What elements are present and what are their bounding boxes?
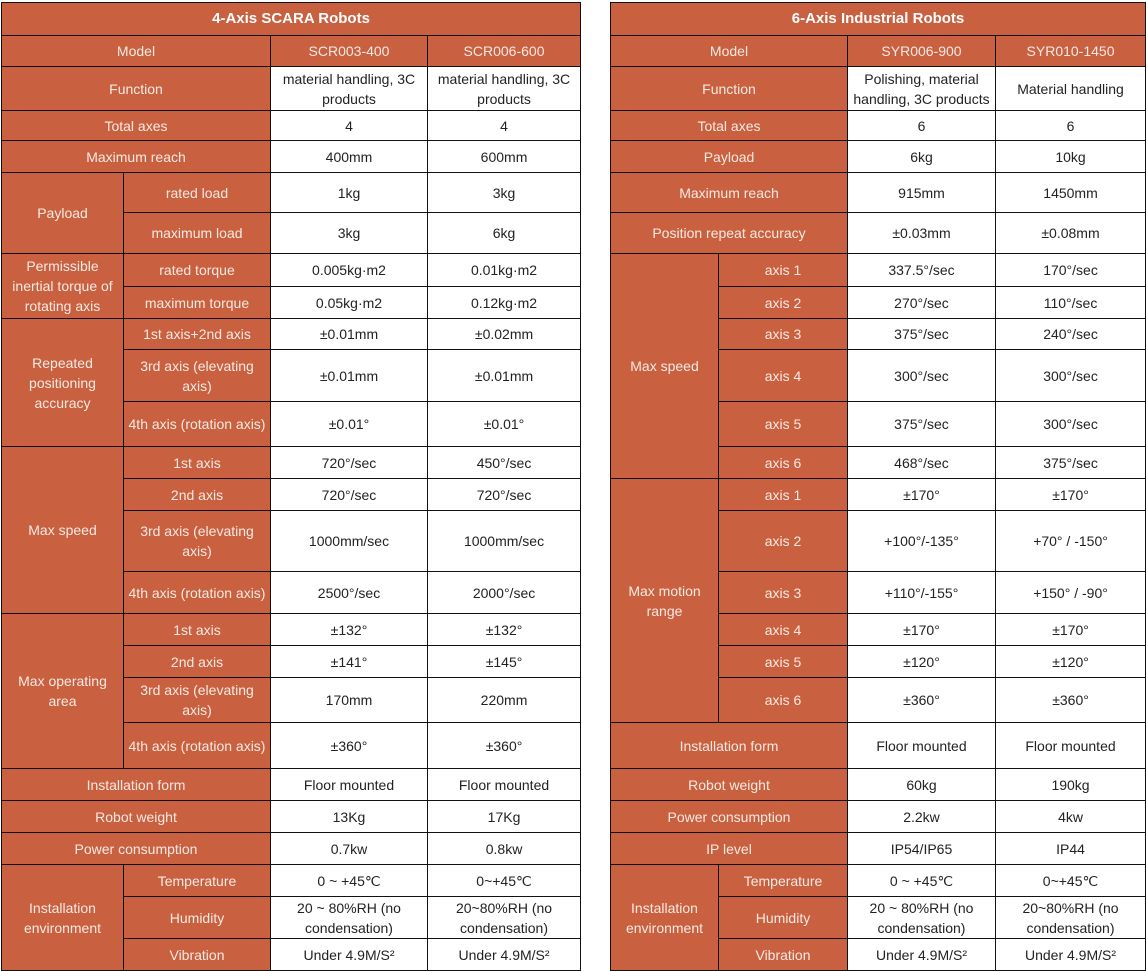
spec-value: 0.7kw	[271, 833, 428, 865]
row-sublabel: axis 5	[719, 402, 848, 447]
table-row	[611, 213, 1146, 254]
spec-value: 4kw	[996, 801, 1146, 833]
row-sublabel: maximum torque	[124, 287, 271, 319]
spec-value: 170mm	[271, 678, 428, 723]
table-row	[611, 173, 1146, 213]
industrial-robots-spec-table	[610, 2, 1146, 971]
row-sublabel: Humidity	[124, 897, 271, 939]
model-name: SCR006-600	[428, 36, 581, 67]
spec-value: ±120°	[996, 646, 1146, 678]
row-sublabel: axis 1	[719, 254, 848, 287]
row-group-label: Permissible inertial torque of rotating axis	[2, 254, 124, 319]
table-row	[2, 173, 581, 213]
row-sublabel: 3rd axis (elevating axis)	[124, 350, 271, 402]
spec-value: 468°/sec	[848, 447, 996, 479]
spec-value: 1450mm	[996, 173, 1146, 213]
table-title: 4-Axis SCARA Robots	[2, 3, 581, 36]
table-title: 6-Axis Industrial Robots	[611, 3, 1146, 36]
spec-value: Under 4.9M/S²	[428, 939, 581, 971]
row-sublabel: axis 2	[719, 511, 848, 572]
scara-robots-spec-table	[1, 2, 581, 971]
table-row	[2, 67, 581, 111]
spec-value: ±170°	[848, 479, 996, 511]
spec-value: 1kg	[271, 173, 428, 213]
spec-value: ±145°	[428, 646, 581, 678]
spec-value: ±141°	[271, 646, 428, 678]
row-sublabel: Humidity	[719, 897, 848, 939]
row-sublabel: axis 4	[719, 350, 848, 402]
row-sublabel: rated torque	[124, 254, 271, 287]
spec-value: +100°/-135°	[848, 511, 996, 572]
spec-value: 1000mm/sec	[271, 511, 428, 572]
spec-value: 0~+45℃	[428, 865, 581, 897]
spec-value: 375°/sec	[848, 402, 996, 447]
row-sublabel: 1st axis	[124, 447, 271, 479]
table-row	[611, 769, 1146, 801]
spec-value: 300°/sec	[848, 350, 996, 402]
table-row	[611, 479, 1146, 511]
spec-value: 20~80%RH (no condensation)	[428, 897, 581, 939]
spec-value: 3kg	[271, 213, 428, 254]
spec-value: ±132°	[271, 614, 428, 646]
row-label: IP level	[611, 833, 848, 865]
row-label: Total axes	[2, 111, 271, 141]
spec-value: 20 ~ 80%RH (no condensation)	[848, 897, 996, 939]
row-sublabel: 3rd axis (elevating axis)	[124, 678, 271, 723]
spec-value: 4	[428, 111, 581, 141]
table-row	[611, 111, 1146, 141]
spec-value: 0 ~ +45℃	[848, 865, 996, 897]
row-sublabel: 2nd axis	[124, 479, 271, 511]
spec-value: 2000°/sec	[428, 572, 581, 614]
row-label: Function	[2, 67, 271, 111]
spec-value: 450°/sec	[428, 447, 581, 479]
row-sublabel: axis 6	[719, 447, 848, 479]
row-sublabel: axis 2	[719, 287, 848, 319]
spec-value: ±0.01mm	[271, 319, 428, 350]
spec-value: +110°/-155°	[848, 572, 996, 614]
spec-value: 0~+45℃	[996, 865, 1146, 897]
model-row	[2, 36, 581, 67]
spec-value: ±170°	[996, 614, 1146, 646]
row-sublabel: axis 1	[719, 479, 848, 511]
spec-value: Floor mounted	[428, 769, 581, 801]
spec-value: 6kg	[428, 213, 581, 254]
spec-value: 20~80%RH (no condensation)	[996, 897, 1146, 939]
spec-value: Floor mounted	[848, 723, 996, 769]
spec-value: 1000mm/sec	[428, 511, 581, 572]
row-sublabel: Temperature	[124, 865, 271, 897]
spec-value: 17Kg	[428, 801, 581, 833]
spec-value: ±360°	[428, 723, 581, 769]
row-label: Payload	[611, 141, 848, 173]
model-name: SYR010-1450	[996, 36, 1146, 67]
spec-value: 400mm	[271, 141, 428, 173]
spec-value: ±360°	[996, 678, 1146, 723]
spec-value: ±0.01mm	[428, 350, 581, 402]
spec-value: ±0.01°	[428, 402, 581, 447]
row-group-label: Max operating area	[2, 614, 124, 769]
spec-value: 2.2kw	[848, 801, 996, 833]
spec-value: Under 4.9M/S²	[996, 939, 1146, 971]
table-row	[2, 769, 581, 801]
row-label: Robot weight	[2, 801, 271, 833]
spec-value: 6	[848, 111, 996, 141]
table-row	[2, 319, 581, 350]
table-title-row	[2, 3, 581, 36]
row-sublabel: rated load	[124, 173, 271, 213]
spec-value: 300°/sec	[996, 402, 1146, 447]
spec-value: ±0.03mm	[848, 213, 996, 254]
row-sublabel: 1st axis	[124, 614, 271, 646]
spec-value: ±0.01mm	[271, 350, 428, 402]
spec-value: 2500°/sec	[271, 572, 428, 614]
spec-value: ±0.01°	[271, 402, 428, 447]
spec-value: Material handling	[996, 67, 1146, 111]
row-group-label: Payload	[2, 173, 124, 254]
row-label: Robot weight	[611, 769, 848, 801]
spec-value: Floor mounted	[996, 723, 1146, 769]
row-sublabel: axis 4	[719, 614, 848, 646]
row-label: Function	[611, 67, 848, 111]
row-label: Power consumption	[2, 833, 271, 865]
spec-value: 375°/sec	[848, 319, 996, 350]
row-label: Position repeat accuracy	[611, 213, 848, 254]
model-name: SYR006-900	[848, 36, 996, 67]
row-group-label: Installation environment	[2, 865, 124, 971]
row-sublabel: axis 3	[719, 319, 848, 350]
spec-value: ±170°	[848, 614, 996, 646]
spec-value: Under 4.9M/S²	[271, 939, 428, 971]
spec-value: +70° / -150°	[996, 511, 1146, 572]
model-label: Model	[2, 36, 271, 67]
row-label: Installation form	[2, 769, 271, 801]
model-row	[611, 36, 1146, 67]
table-row	[2, 447, 581, 479]
table-row	[611, 865, 1146, 897]
table-row	[611, 801, 1146, 833]
spec-value: 600mm	[428, 141, 581, 173]
spec-value: 720°/sec	[428, 479, 581, 511]
spec-value: +150° / -90°	[996, 572, 1146, 614]
row-sublabel: 4th axis (rotation axis)	[124, 723, 271, 769]
spec-value: 270°/sec	[848, 287, 996, 319]
row-group-label: Max speed	[2, 447, 124, 614]
spec-value: 337.5°/sec	[848, 254, 996, 287]
table-row	[2, 865, 581, 897]
spec-value: 0.01kg·m2	[428, 254, 581, 287]
spec-value: Floor mounted	[271, 769, 428, 801]
spec-value: ±0.02mm	[428, 319, 581, 350]
table-row	[611, 254, 1146, 287]
spec-value: ±120°	[848, 646, 996, 678]
spec-value: 0.12kg·m2	[428, 287, 581, 319]
row-sublabel: 2nd axis	[124, 646, 271, 678]
row-sublabel: axis 5	[719, 646, 848, 678]
spec-value: 720°/sec	[271, 447, 428, 479]
row-label: Maximum reach	[611, 173, 848, 213]
spec-value: 300°/sec	[996, 350, 1146, 402]
table-title-row	[611, 3, 1146, 36]
spec-value: ±170°	[996, 479, 1146, 511]
row-group-label: Max speed	[611, 254, 719, 479]
spec-value: 60kg	[848, 769, 996, 801]
table-row	[611, 833, 1146, 865]
row-sublabel: Vibration	[124, 939, 271, 971]
spec-value: 20 ~ 80%RH (no condensation)	[271, 897, 428, 939]
spec-value: 915mm	[848, 173, 996, 213]
table-row	[2, 141, 581, 173]
row-label: Power consumption	[611, 801, 848, 833]
row-sublabel: axis 3	[719, 572, 848, 614]
table-row	[611, 67, 1146, 111]
spec-value: 13Kg	[271, 801, 428, 833]
spec-value: 240°/sec	[996, 319, 1146, 350]
spec-value: IP54/IP65	[848, 833, 996, 865]
row-sublabel: 1st axis+2nd axis	[124, 319, 271, 350]
table-row	[611, 723, 1146, 769]
row-group-label: Max motion range	[611, 479, 719, 723]
spec-value: 220mm	[428, 678, 581, 723]
table-row	[2, 614, 581, 646]
spec-value: Under 4.9M/S²	[848, 939, 996, 971]
spec-value: Polishing, material handling, 3C products	[848, 67, 996, 111]
table-row	[611, 141, 1146, 173]
spec-value: 6kg	[848, 141, 996, 173]
model-label: Model	[611, 36, 848, 67]
spec-value: 190kg	[996, 769, 1146, 801]
spec-value: ±360°	[848, 678, 996, 723]
row-label: Maximum reach	[2, 141, 271, 173]
row-label: Installation form	[611, 723, 848, 769]
spec-value: 0.005kg·m2	[271, 254, 428, 287]
spec-value: 0.05kg·m2	[271, 287, 428, 319]
spec-value: 3kg	[428, 173, 581, 213]
row-group-label: Repeated positioning accuracy	[2, 319, 124, 447]
row-group-label: Installation environment	[611, 865, 719, 971]
row-sublabel: axis 6	[719, 678, 848, 723]
spec-value: 110°/sec	[996, 287, 1146, 319]
spec-value: 720°/sec	[271, 479, 428, 511]
model-name: SCR003-400	[271, 36, 428, 67]
spec-value: 375°/sec	[996, 447, 1146, 479]
row-label: Total axes	[611, 111, 848, 141]
row-sublabel: maximum load	[124, 213, 271, 254]
spec-value: 170°/sec	[996, 254, 1146, 287]
spec-value: IP44	[996, 833, 1146, 865]
table-row	[2, 833, 581, 865]
table-row	[2, 111, 581, 141]
spec-value: 4	[271, 111, 428, 141]
spec-value: ±132°	[428, 614, 581, 646]
table-row	[2, 801, 581, 833]
spec-value: 10kg	[996, 141, 1146, 173]
table-row	[2, 254, 581, 287]
spec-value: material handling, 3C products	[271, 67, 428, 111]
spec-value: 0 ~ +45℃	[271, 865, 428, 897]
row-sublabel: 4th axis (rotation axis)	[124, 402, 271, 447]
spec-value: 6	[996, 111, 1146, 141]
row-sublabel: Vibration	[719, 939, 848, 971]
spec-value: ±360°	[271, 723, 428, 769]
row-sublabel: 3rd axis (elevating axis)	[124, 511, 271, 572]
spec-value: 0.8kw	[428, 833, 581, 865]
spec-value: material handling, 3C products	[428, 67, 581, 111]
spec-value: ±0.08mm	[996, 213, 1146, 254]
row-sublabel: Temperature	[719, 865, 848, 897]
row-sublabel: 4th axis (rotation axis)	[124, 572, 271, 614]
